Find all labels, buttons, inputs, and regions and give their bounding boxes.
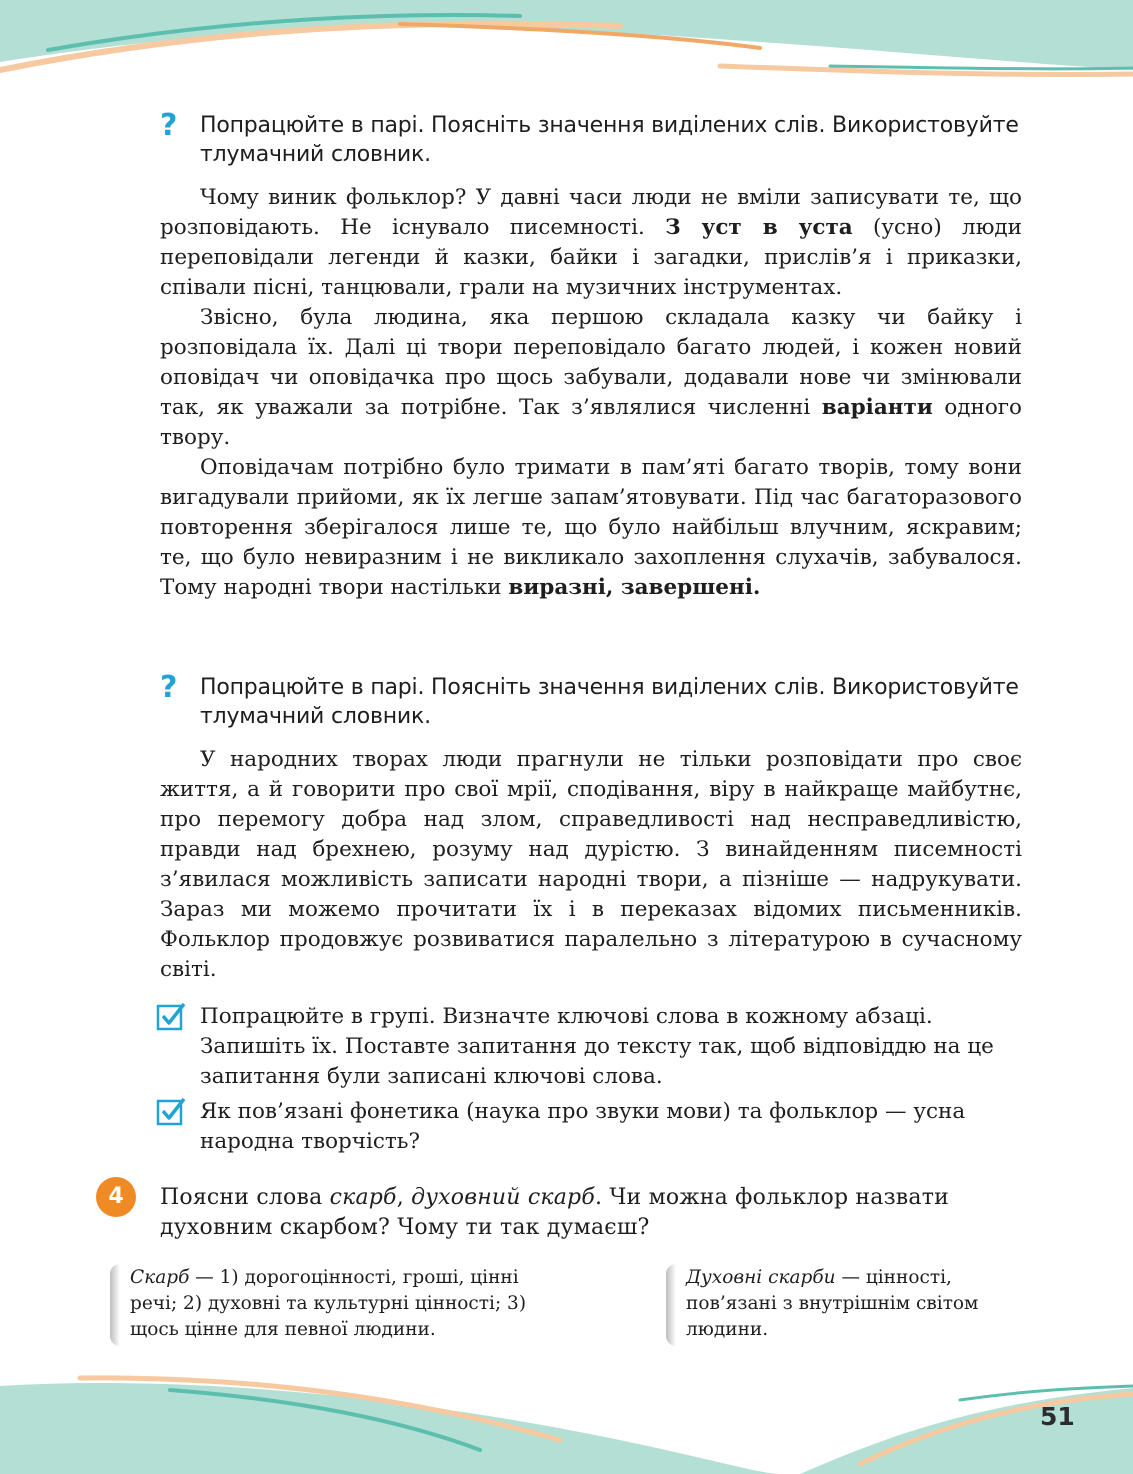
definition-skarb: Скарб — 1) дорогоцінності, гроші, цінні речі; 2) духовні та культурні цінності; 3) щось цінне для певної людини. xyxy=(130,1267,527,1340)
paragraph-1: Чому виник фольклор? У давні часи люди не вміли записувати те, що розповідають. Не існувало писемності. З уст в уста (усно) люди переповідали легенди й казки, байки і загадки, прислів’я і приказки, співали пісні, танцювали, грали на музичних інструментах. xyxy=(160,185,1023,300)
question-icon: ? xyxy=(160,670,178,705)
checkbox-check-icon xyxy=(156,1002,186,1032)
task-text: Попрацюйте в групі. Визначте ключові слова в кожному абзаці. Запишіть їх. Поставте запитання до тексту так, щоб відповіддю на це запитання були записані ключові слова. xyxy=(200,1004,994,1089)
question-icon: ? xyxy=(160,108,178,143)
paragraph-3: Оповідачам потрібно було тримати в пам’яті багато творів, тому вони вигадували прийоми, як їх легше запам’ятовувати. Під час багаторазового повторення зберігалося лише те, що було найбільш влучним, яскравим; те, що було невиразним і не викликало захоплення слухачів, забувалося. Тому народні твори настільки виразні, завершені. xyxy=(160,455,1022,600)
top-wave-decoration xyxy=(0,0,1133,90)
definition-bracket xyxy=(666,1264,676,1346)
task-text: Попрацюйте в парі. Поясніть значення виділених слів. Використовуйте тлумачний словник. xyxy=(200,113,1019,167)
group-task-1 xyxy=(156,1002,1026,1092)
highlighted-word: завершені xyxy=(620,575,753,600)
task-text: Попрацюйте в парі. Поясніть значення виділених слів. Використовуйте тлумачний словник. xyxy=(200,675,1019,729)
main-text-block-2 xyxy=(160,745,1022,985)
task-pair-work-1 xyxy=(160,108,1030,169)
highlighted-word: варіанти xyxy=(821,395,933,420)
italic-term: духовний скарб xyxy=(411,1185,595,1210)
main-text-block-1 xyxy=(160,183,1022,603)
task-text: Як пов’язані фонетика (наука про звуки мови) та фольклор — усна народна творчість? xyxy=(200,1099,966,1154)
exercise-4-text: Поясни слова скарб, духовний скарб. Чи можна фольклор назвати духовним скарбом? Чому ти так думаєш? xyxy=(160,1185,949,1240)
italic-term: скарб xyxy=(329,1185,397,1210)
definition-term: Скарб xyxy=(130,1267,190,1288)
paragraph-4: У народних творах люди прагнули не тільки розповідати про своє життя, а й говорити про свої мрії, сподівання, віру в найкраще майбутнє, про перемогу добра над злом, справедливості над несправедливістю, правди над брехнею, розуму над дурістю. З винайденням писемності з’явилася можливість записати народні твори, а пізніше — надрукувати. Зараз ми можемо прочитати їх і в переказах відомих письменників. Фольклор продовжує розвиватися паралельно з літературою в сучасному світі. xyxy=(160,747,1022,982)
bottom-wave-decoration xyxy=(0,1360,1133,1474)
definition-bracket xyxy=(110,1264,120,1346)
exercise-number-badge: 4 xyxy=(96,1177,136,1217)
checkbox-check-icon xyxy=(156,1097,186,1127)
highlighted-word: виразні xyxy=(508,575,606,600)
task-pair-work-2 xyxy=(160,670,1030,731)
page-number: 51 xyxy=(1040,1402,1075,1431)
definition-dukhovni-skarby: Духовні скарби — цінності, пов’язані з внутрішнім світом людини. xyxy=(686,1267,979,1340)
group-task-2 xyxy=(156,1097,1026,1157)
definition-term: Духовні скарби xyxy=(686,1267,836,1288)
highlighted-word: З уст в уста xyxy=(665,215,853,240)
paragraph-2: Звісно, була людина, яка першою складала казку чи байку і розповідала їх. Далі ці твори переповідало багато людей, і кожен новий оповідач чи оповідачка про щось забували, додавали нове чи змінювали так, як уважали за потрібне. Так з’являлися численні варіанти одного твору. xyxy=(160,305,1023,450)
